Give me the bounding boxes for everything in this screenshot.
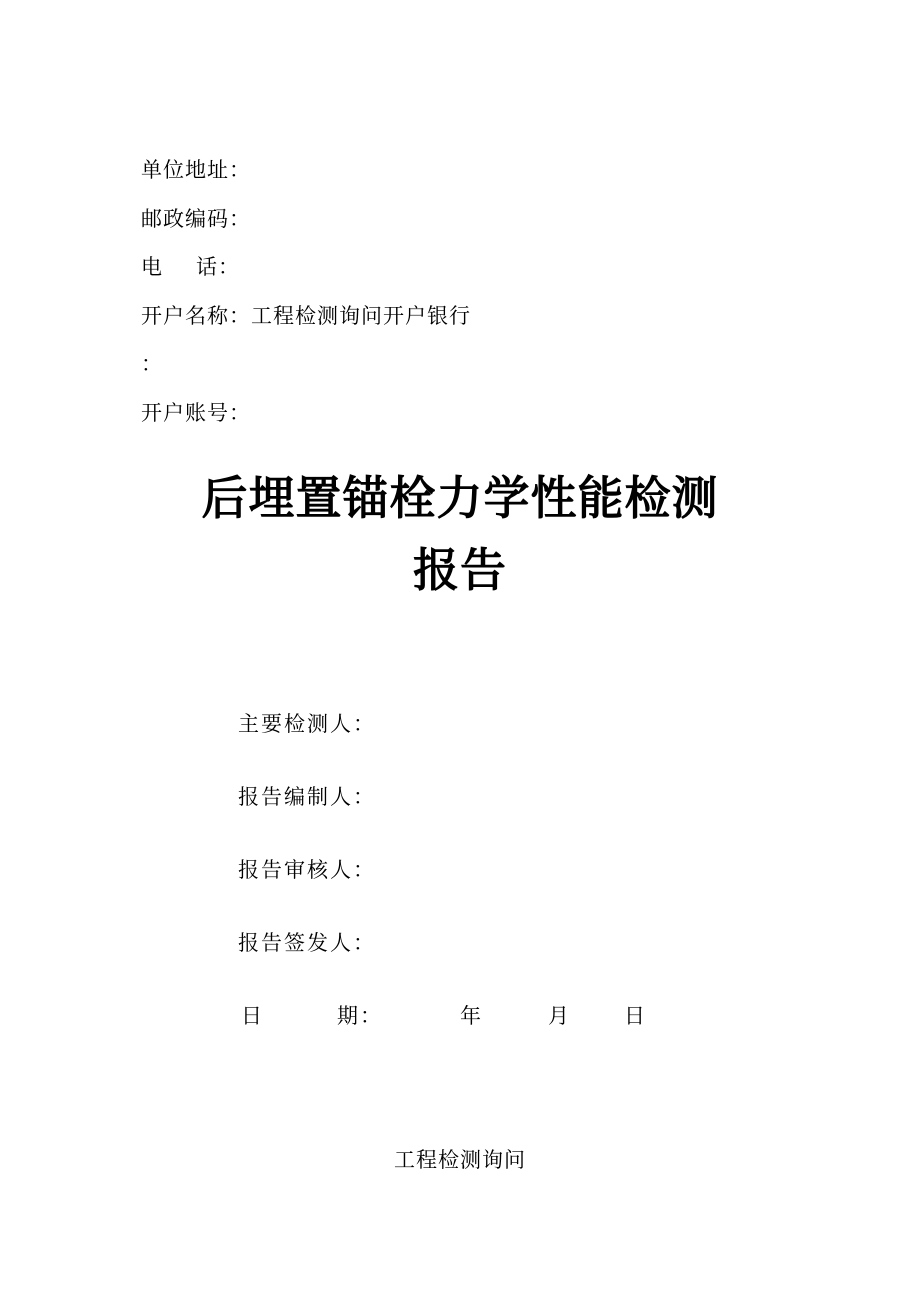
bank-line (141, 340, 471, 389)
report-title-line-2: 报告 (413, 543, 507, 597)
phone-label (141, 255, 240, 279)
address-label: 单位地址： (141, 158, 251, 182)
account-number-line (141, 389, 471, 438)
bank-colon: ： (141, 352, 163, 376)
compiler-line: 报告编制人： (238, 785, 376, 809)
account-number-label: 开户账号： (141, 400, 251, 425)
postcode-label: 邮政编码： (141, 206, 251, 231)
date-line (238, 996, 647, 1036)
date-year: 年 (460, 1004, 483, 1028)
reviewer-line: 报告审核人： (238, 858, 376, 882)
signature-block (238, 704, 647, 1036)
address-line (141, 146, 471, 195)
company-info-block (141, 146, 471, 437)
date-month: 月 (548, 1004, 571, 1028)
phone-label-rest: 话： (196, 255, 240, 279)
main-tester-line: 主要检测人： (238, 712, 376, 736)
phone-line (141, 243, 471, 292)
report-title-line-1: 后埋置锚栓力学性能检测 (201, 471, 719, 525)
date-day: 日 (624, 1004, 647, 1028)
account-name-value: 工程检测询问开户银行 (251, 303, 471, 328)
date-label-qi: 期： (337, 1004, 383, 1028)
footer-org: 工程检测询问 (394, 1148, 526, 1172)
report-title (0, 462, 920, 606)
phone-label-first: 电 (141, 255, 196, 279)
account-name-label: 开户名称： (141, 303, 251, 328)
postcode-line (141, 195, 471, 244)
issuer-line: 报告签发人： (238, 931, 376, 955)
account-name-line (141, 292, 471, 341)
date-label-ri: 日 (241, 1004, 264, 1028)
